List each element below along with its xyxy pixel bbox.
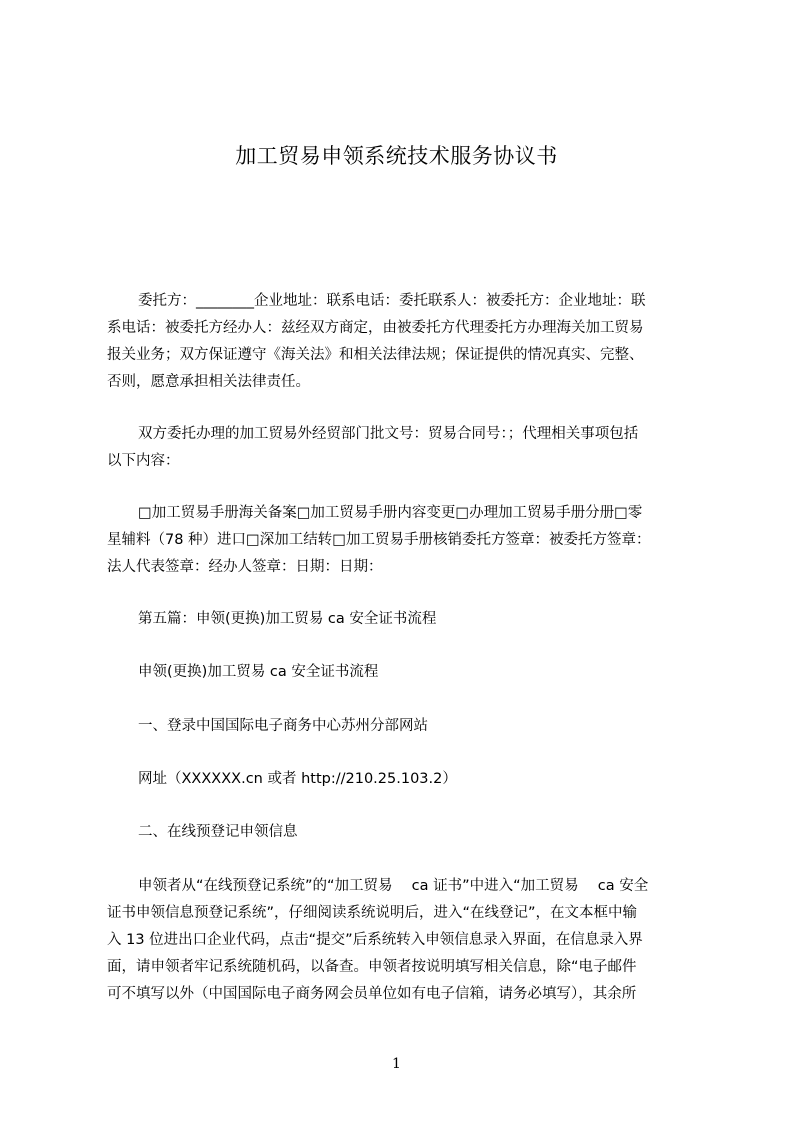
paragraph-line: 法人代表签章：经办人签章：日期：日期： bbox=[107, 559, 383, 575]
section-heading: 申领(更换)加工贸易 ca 安全证书流程 bbox=[138, 664, 379, 680]
paragraph-line: 系电话：被委托方经办人：兹经双方商定，由被委托方代理委托方办理海关加工贸易 bbox=[107, 320, 644, 336]
paragraph-line: 入 13 位进出口企业代码，点击“提交”后系统转入申领信息录入界面，在信息录入界 bbox=[107, 932, 643, 948]
paragraph-line: 面，请申领者牢记系统随机码，以备查。申领者按说明填写相关信息，除“电子邮件 bbox=[107, 959, 637, 975]
website-line: 网址（XXXXXX.cn 或者 http://210.25.103.2） bbox=[138, 771, 457, 787]
paragraph-line: 双方委托办理的加工贸易外经贸部门批文号：贸易合同号：；代理相关事项包括 bbox=[138, 426, 639, 442]
paragraph-line: 以下内容： bbox=[107, 453, 180, 469]
paragraph-line: 星辅料（78 种）进口□深加工结转□加工贸易手册核销委托方签章：被委托方签章： bbox=[107, 532, 651, 548]
paragraph-line: 可不填写以外（中国国际电子商务网会员单位如有电子信箱，请务必填写），其余所 bbox=[107, 986, 637, 1002]
paragraph-line: 证书申领信息预登记系统”，仔细阅读系统说明后，进入“在线登记”，在文本框中输 bbox=[107, 905, 638, 921]
paragraph-line: 否则，愿意承担相关法律责任。 bbox=[107, 374, 310, 390]
document-title: 加工贸易申领系统技术服务协议书 bbox=[235, 144, 558, 168]
paragraph-line: 报关业务；双方保证遵守《海关法》和相关法律法规；保证提供的情况真实、完整、 bbox=[107, 347, 644, 363]
paragraph-line: 申领者从“在线预登记系统”的“加工贸易 ca 证书”中进入“加工贸易 ca 安全 bbox=[138, 878, 649, 894]
step-heading: 一、登录中国国际电子商务中心苏州分部网站 bbox=[138, 718, 428, 734]
page-number: 1 bbox=[392, 1056, 401, 1072]
section-heading: 第五篇：申领(更换)加工贸易 ca 安全证书流程 bbox=[138, 611, 437, 627]
paragraph-line: □加工贸易手册海关备案□加工贸易手册内容变更□办理加工贸易手册分册□零 bbox=[138, 505, 643, 521]
paragraph-line: 委托方：________企业地址：联系电话：委托联系人：被委托方：企业地址：联 bbox=[138, 293, 646, 309]
step-heading: 二、在线预登记申领信息 bbox=[138, 824, 298, 840]
